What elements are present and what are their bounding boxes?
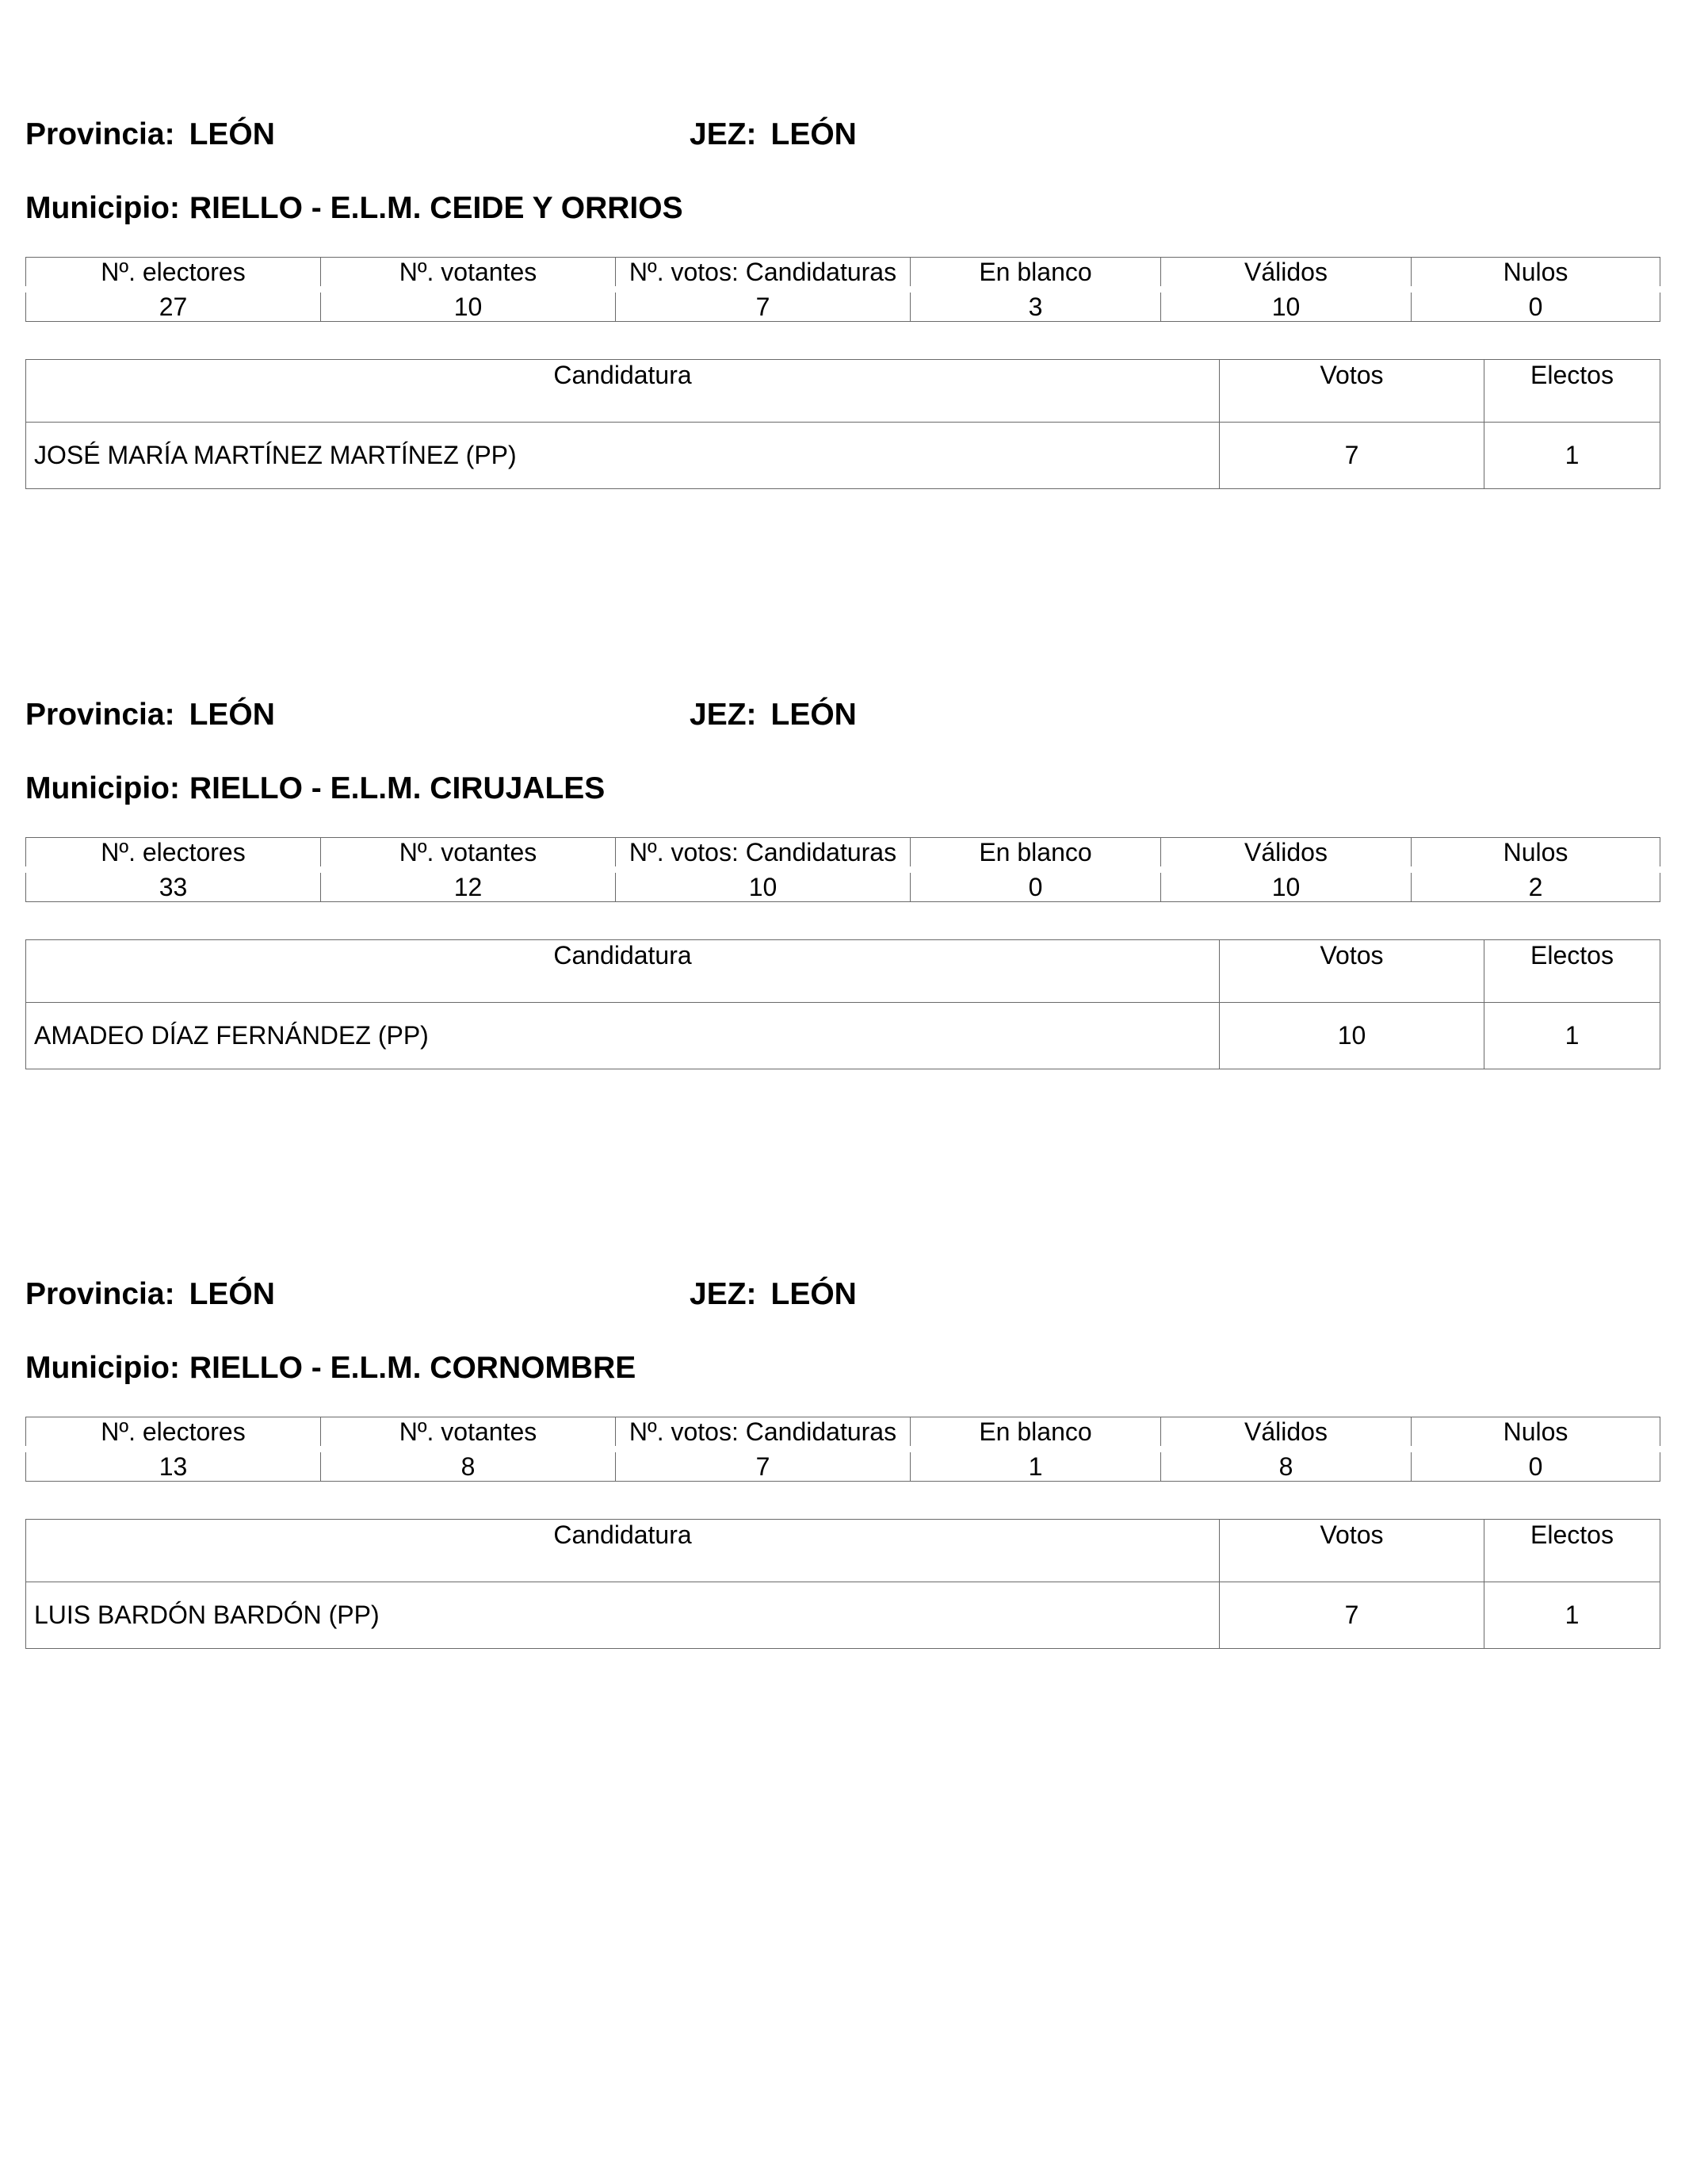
- stats-header-row: [26, 258, 1660, 290]
- header-validos: Válidos: [1161, 258, 1412, 290]
- header-candidatura: Candidatura: [26, 1520, 1220, 1582]
- header-electos: Electos: [1484, 1520, 1660, 1582]
- stats-table: [25, 1417, 1660, 1482]
- stats-header-row: [26, 1417, 1660, 1450]
- jez-label: JEZ:: [690, 1277, 757, 1311]
- provincia-value: LEÓN: [189, 117, 275, 151]
- municipio-value: RIELLO - E.L.M. CIRUJALES: [189, 771, 606, 805]
- candidate-votos: 7: [1220, 1582, 1484, 1649]
- value-votantes: 10: [321, 289, 616, 322]
- value-validos: 10: [1161, 289, 1412, 322]
- header-votos-candidaturas: Nº. votos: Candidaturas: [616, 258, 911, 290]
- header-nulos: Nulos: [1412, 258, 1660, 290]
- value-votos-candidaturas: 7: [616, 289, 911, 322]
- municipio-label: Municipio:: [25, 771, 180, 805]
- header-en-blanco: En blanco: [911, 258, 1161, 290]
- value-en-blanco: 1: [911, 1449, 1161, 1482]
- header-votos: Votos: [1220, 360, 1484, 423]
- candidates-table: [25, 1519, 1660, 1649]
- header-votos-candidaturas: Nº. votos: Candidaturas: [616, 1417, 911, 1450]
- candidate-votos: 10: [1220, 1003, 1484, 1069]
- value-votos-candidaturas: 7: [616, 1449, 911, 1482]
- value-electores: 13: [26, 1449, 321, 1482]
- header-votantes: Nº. votantes: [321, 258, 616, 290]
- provincia-value: LEÓN: [189, 1277, 275, 1311]
- candidate-name: JOSÉ MARÍA MARTÍNEZ MARTÍNEZ (PP): [26, 423, 1220, 489]
- jez-line: [690, 1277, 857, 1312]
- provincia-label: Provincia:: [25, 117, 175, 151]
- municipio-label: Municipio:: [25, 1351, 180, 1385]
- municipio-line: [25, 1351, 636, 1386]
- jez-line: [690, 117, 857, 152]
- value-electores: 33: [26, 870, 321, 902]
- candidates-header-row: [26, 360, 1660, 423]
- header-en-blanco: En blanco: [911, 838, 1161, 870]
- header-nulos: Nulos: [1412, 838, 1660, 870]
- stats-header-row: [26, 838, 1660, 870]
- header-nulos: Nulos: [1412, 1417, 1660, 1450]
- jez-label: JEZ:: [690, 117, 757, 151]
- value-nulos: 0: [1412, 289, 1660, 322]
- candidate-name: AMADEO DÍAZ FERNÁNDEZ (PP): [26, 1003, 1220, 1069]
- jez-label: JEZ:: [690, 698, 757, 732]
- jez-line: [690, 698, 857, 732]
- provincia-line: [25, 1277, 275, 1312]
- municipio-value: RIELLO - E.L.M. CORNOMBRE: [189, 1351, 636, 1385]
- value-votantes: 12: [321, 870, 616, 902]
- candidates-table: [25, 359, 1660, 489]
- candidates-header-row: [26, 940, 1660, 1003]
- municipio-line: [25, 191, 683, 226]
- header-candidatura: Candidatura: [26, 360, 1220, 423]
- candidates-header-row: [26, 1520, 1660, 1582]
- header-electos: Electos: [1484, 940, 1660, 1003]
- provincia-label: Provincia:: [25, 698, 175, 732]
- provincia-label: Provincia:: [25, 1277, 175, 1311]
- provincia-line: [25, 117, 275, 152]
- value-votos-candidaturas: 10: [616, 870, 911, 902]
- header-electores: Nº. electores: [26, 838, 321, 870]
- stats-table: [25, 257, 1660, 322]
- municipio-label: Municipio:: [25, 191, 180, 225]
- header-votos: Votos: [1220, 940, 1484, 1003]
- header-votos-candidaturas: Nº. votos: Candidaturas: [616, 838, 911, 870]
- value-validos: 8: [1161, 1449, 1412, 1482]
- value-validos: 10: [1161, 870, 1412, 902]
- jez-value: LEÓN: [770, 117, 857, 151]
- candidate-name: LUIS BARDÓN BARDÓN (PP): [26, 1582, 1220, 1649]
- value-nulos: 0: [1412, 1449, 1660, 1482]
- candidate-electos: 1: [1484, 1582, 1660, 1649]
- candidates-table: [25, 939, 1660, 1069]
- header-votos: Votos: [1220, 1520, 1484, 1582]
- jez-value: LEÓN: [770, 698, 857, 732]
- value-nulos: 2: [1412, 870, 1660, 902]
- candidate-electos: 1: [1484, 1003, 1660, 1069]
- header-electores: Nº. electores: [26, 1417, 321, 1450]
- header-candidatura: Candidatura: [26, 940, 1220, 1003]
- value-en-blanco: 3: [911, 289, 1161, 322]
- header-validos: Válidos: [1161, 838, 1412, 870]
- municipio-value: RIELLO - E.L.M. CEIDE Y ORRIOS: [189, 191, 683, 225]
- stats-value-row: [26, 1449, 1660, 1482]
- value-en-blanco: 0: [911, 870, 1161, 902]
- stats-value-row: [26, 870, 1660, 902]
- header-en-blanco: En blanco: [911, 1417, 1161, 1450]
- header-electores: Nº. electores: [26, 258, 321, 290]
- provincia-value: LEÓN: [189, 698, 275, 732]
- jez-value: LEÓN: [770, 1277, 857, 1311]
- provincia-line: [25, 698, 275, 732]
- header-electos: Electos: [1484, 360, 1660, 423]
- municipio-line: [25, 771, 605, 806]
- header-validos: Válidos: [1161, 1417, 1412, 1450]
- candidate-row: [26, 423, 1660, 489]
- header-votantes: Nº. votantes: [321, 1417, 616, 1450]
- stats-value-row: [26, 289, 1660, 322]
- candidate-row: [26, 1582, 1660, 1649]
- value-votantes: 8: [321, 1449, 616, 1482]
- header-votantes: Nº. votantes: [321, 838, 616, 870]
- candidate-electos: 1: [1484, 423, 1660, 489]
- stats-table: [25, 837, 1660, 902]
- candidate-votos: 7: [1220, 423, 1484, 489]
- candidate-row: [26, 1003, 1660, 1069]
- value-electores: 27: [26, 289, 321, 322]
